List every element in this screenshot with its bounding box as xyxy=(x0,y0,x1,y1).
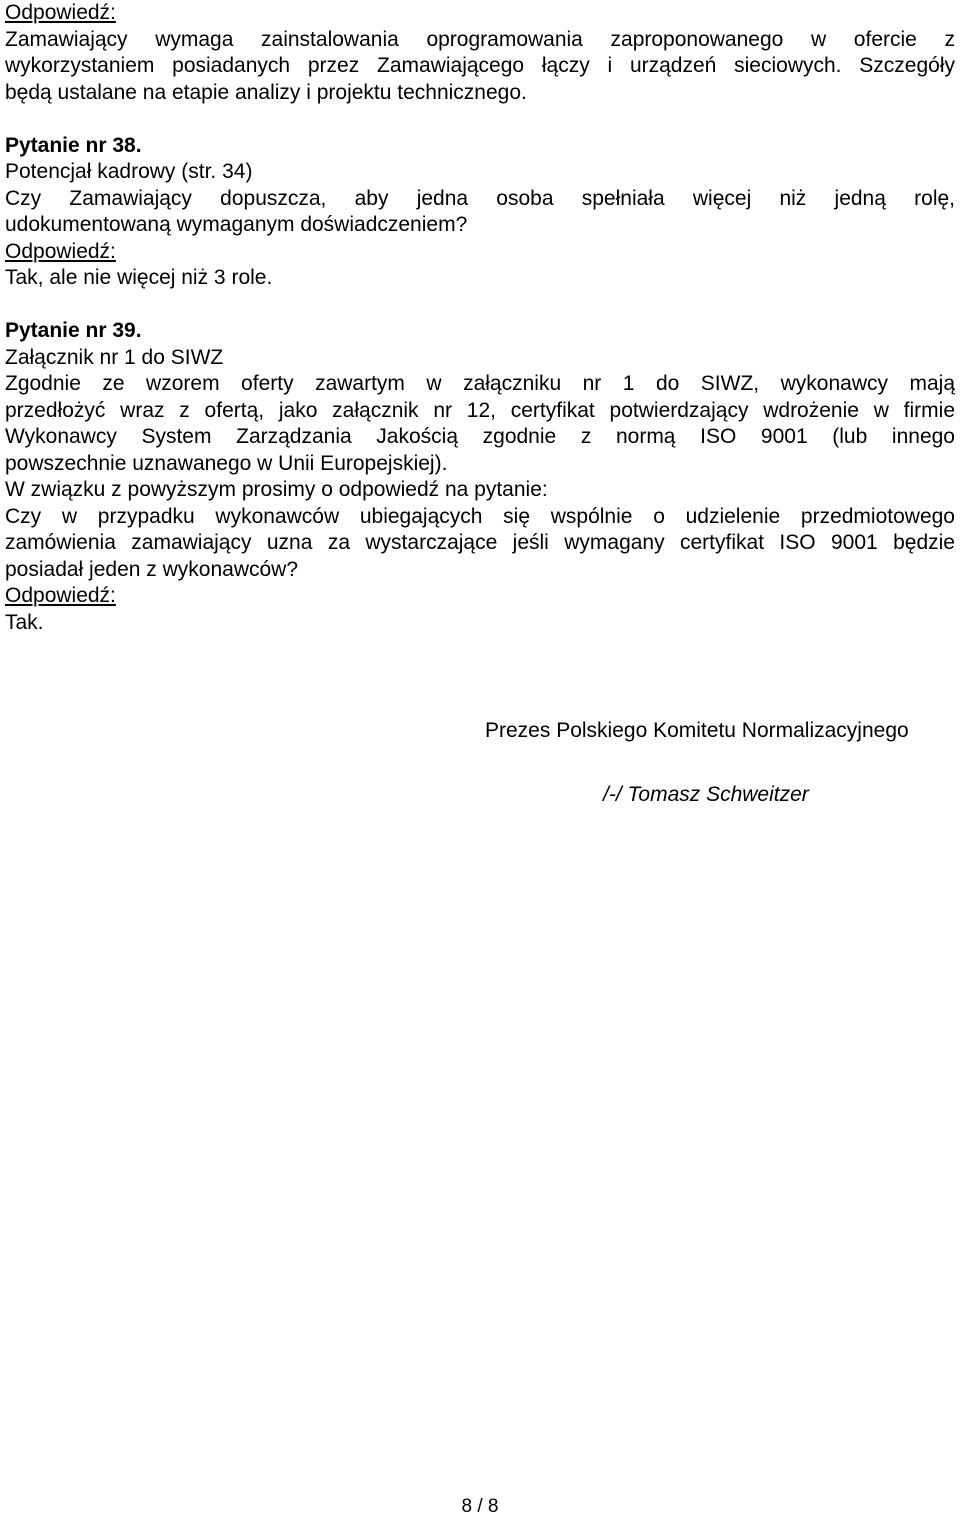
question-39-text-line: posiadał jeden z wykonawców? xyxy=(5,557,299,581)
question-39-intro-line: przedłożyć wraz z ofertą, jako załącznik nr 12, certyfikat potwierdzający wdrożenie w firmie xyxy=(5,398,955,422)
question-39-text-line: zamówienia zamawiający uzna za wystarczające jeśli wymagany certyfikat ISO 9001 będzie xyxy=(5,531,955,554)
question-39-request: W związku z powyższym prosimy o odpowiedź na pytanie: xyxy=(5,478,548,501)
document-page xyxy=(5,0,955,636)
question-39-answer-label: Odpowiedź: xyxy=(5,584,116,607)
answer-label: Odpowiedź: xyxy=(5,1,116,24)
answer-text-line: będą ustalane na etapie analizy i projektu technicznego. xyxy=(5,80,527,104)
answer-text-line: Zamawiający wymaga zainstalowania oprogramowania zaproponowanego w ofercie z xyxy=(5,27,955,51)
question-38-answer: Tak, ale nie więcej niż 3 role. xyxy=(5,266,273,289)
question-39-title: Pytanie nr 39. xyxy=(5,319,142,342)
question-39-intro-line: Zgodnie ze wzorem oferty zawartym w załączniku nr 1 do SIWZ, wykonawcy mają xyxy=(5,372,955,395)
question-39-text-line: Czy w przypadku wykonawców ubiegających się wspólnie o udzielenie przedmiotowego xyxy=(5,504,955,528)
question-38-text-line: udokumentowaną wymaganym doświadczeniem? xyxy=(5,213,468,236)
signature-name: /-/ Tomasz Schweitzer xyxy=(603,783,809,806)
question-39-intro-line: Wykonawcy System Zarządzania Jakością zgodnie z normą ISO 9001 (lub innego xyxy=(5,425,955,448)
question-39-intro-line: powszechnie uznawanego w Unii Europejskiej). xyxy=(5,451,448,475)
signature-title: Prezes Polskiego Komitetu Normalizacyjnego xyxy=(485,719,909,742)
question-38-title: Pytanie nr 38. xyxy=(5,133,142,157)
page-number: 8 / 8 xyxy=(461,1496,499,1517)
question-38-answer-label: Odpowiedź: xyxy=(5,239,116,263)
answer-text-line: wykorzystaniem posiadanych przez Zamawiającego łączy i urządzeń sieciowych. Szczegóły xyxy=(5,54,955,77)
question-38-text-line: Czy Zamawiający dopuszcza, aby jedna osoba spełniała więcej niż jedną rolę, xyxy=(5,186,955,210)
question-38-topic: Potencjał kadrowy (str. 34) xyxy=(5,160,253,183)
question-39-topic: Załącznik nr 1 do SIWZ xyxy=(5,345,224,369)
question-39-answer: Tak. xyxy=(5,610,44,634)
